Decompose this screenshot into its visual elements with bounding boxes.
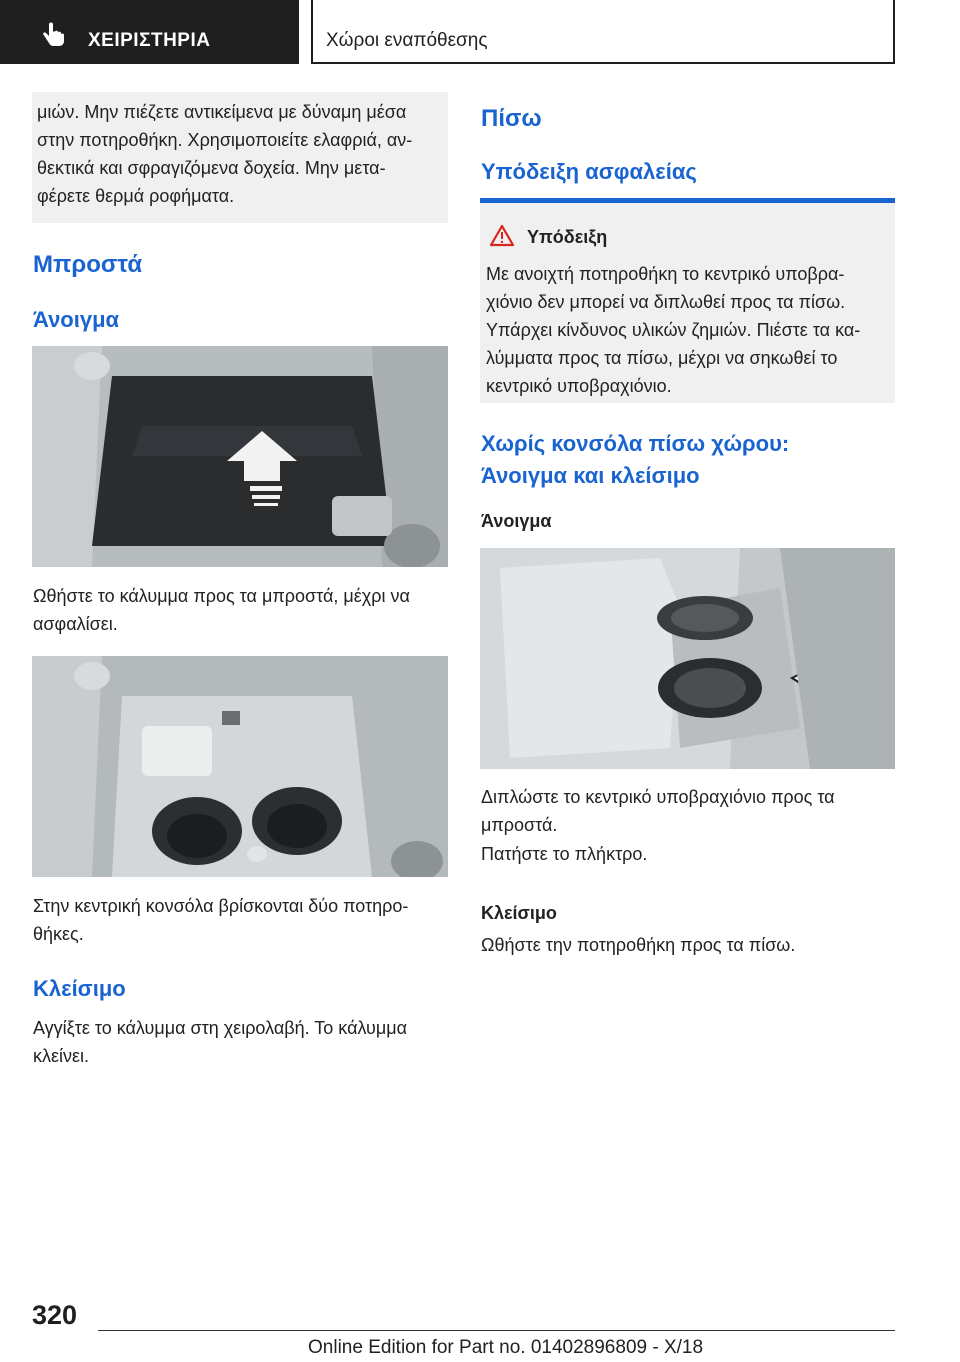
text-line: θήκες. bbox=[33, 924, 84, 944]
cup-holders-photo bbox=[32, 656, 448, 877]
text-line: Υπάρχει κίνδυνος υλικών ζημιών. Πιέστε τα κα- bbox=[486, 320, 861, 340]
text-line: μπροστά. bbox=[481, 815, 558, 835]
section-title: Χώροι εναπόθεσης bbox=[326, 30, 488, 51]
warning-triangle-icon bbox=[489, 224, 515, 247]
text-line: θεκτικά και σφραγιζόμενα δοχεία. Μην μετα- bbox=[37, 158, 386, 178]
open-step-2: Πατήστε το πλήκτρο. bbox=[481, 844, 648, 864]
rear-cup-holder-photo bbox=[480, 548, 895, 769]
text-line: Στην κεντρική κονσόλα βρίσκονται δύο ποτηρο- bbox=[33, 896, 409, 916]
heading-rear: Πίσω bbox=[481, 105, 542, 132]
close-step: Ωθήστε την ποτηροθήκη προς τα πίσω. bbox=[481, 935, 796, 955]
text-line: κεντρικό υποβραχιόνιο. bbox=[486, 376, 672, 396]
text-line: στην ποτηροθήκη. Χρησιμοποιείτε ελαφριά, αν- bbox=[37, 130, 413, 150]
heading-safety-notice: Υπόδειξη ασφαλείας bbox=[481, 159, 697, 184]
open-step-1 bbox=[481, 783, 835, 839]
text-line: ασφαλίσει. bbox=[33, 614, 118, 634]
footer-divider bbox=[98, 1330, 895, 1331]
hand-pointer-icon bbox=[40, 22, 68, 48]
notice-text bbox=[486, 260, 860, 400]
subheading-open-rear: Άνοιγμα bbox=[481, 511, 552, 531]
heading-front: Μπροστά bbox=[33, 251, 143, 278]
page-number: 320 bbox=[32, 1300, 78, 1330]
console-cover-photo bbox=[32, 346, 448, 567]
text-line: φέρετε θερμά ροφήματα. bbox=[37, 186, 235, 206]
text-line: Άνοιγμα και κλείσιμο bbox=[481, 463, 700, 488]
text-line: Χωρίς κονσόλα πίσω χώρου: bbox=[481, 431, 790, 456]
text-line: κλείνει. bbox=[33, 1046, 90, 1066]
close-instructions bbox=[33, 1014, 407, 1070]
text-line: Διπλώστε το κεντρικό υποβραχιόνιο προς τα bbox=[481, 787, 835, 807]
heading-no-rear-console bbox=[481, 428, 789, 492]
heading-close-front: Κλείσιμο bbox=[33, 976, 126, 1001]
warning-continuation-text bbox=[37, 98, 412, 210]
notice-title: Υπόδειξη bbox=[527, 227, 608, 247]
text-line: Ωθήστε το κάλυμμα προς τα μπροστά, μέχρι να bbox=[33, 586, 410, 606]
text-line: Με ανοιχτή ποτηροθήκη το κεντρικό υποβρα- bbox=[486, 264, 845, 284]
caption-cup-holders bbox=[33, 892, 408, 948]
text-line: λύμματα προς τα πίσω, μέχρι να σηκωθεί το bbox=[486, 348, 838, 368]
text-line: χιόνιο δεν μπορεί να διπλωθεί προς τα πίσω. bbox=[486, 292, 846, 312]
caption-push-cover bbox=[33, 582, 410, 638]
chapter-tab[interactable] bbox=[0, 0, 299, 64]
edition-info: Online Edition for Part no. 01402896809 - X/18 bbox=[308, 1337, 704, 1358]
heading-open-front: Άνοιγμα bbox=[33, 307, 120, 332]
text-line: Αγγίξτε το κάλυμμα στη χειρολαβή. Το κάλυμμα bbox=[33, 1018, 408, 1038]
chapter-title: ΧΕΙΡΙΣΤΗΡΙΑ bbox=[88, 30, 211, 51]
subheading-close-rear: Κλείσιμο bbox=[481, 903, 557, 923]
text-line: μιών. Μην πιέζετε αντικείμενα με δύναμη μέσα bbox=[37, 102, 407, 122]
